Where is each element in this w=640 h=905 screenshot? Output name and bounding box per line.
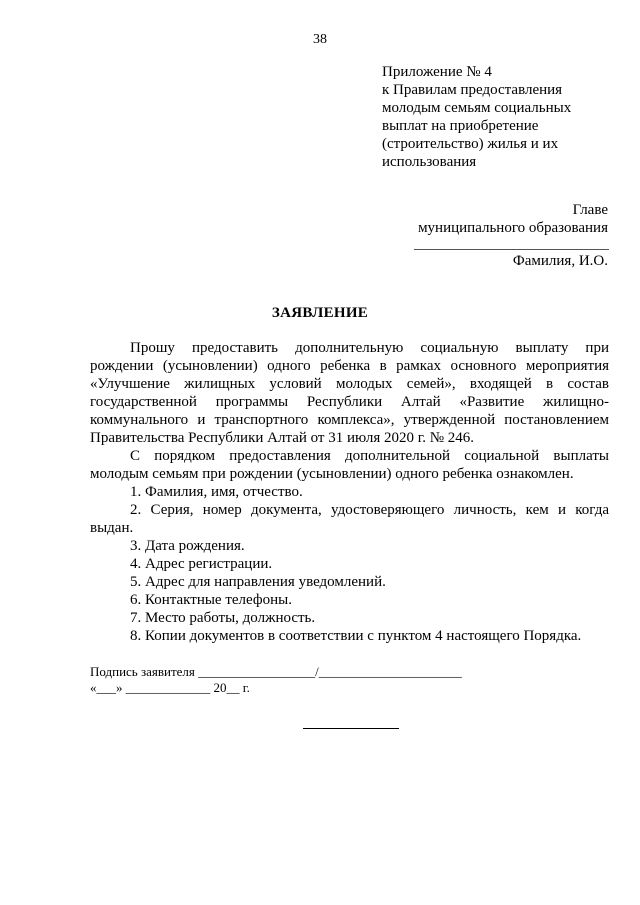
body-paragraph-1: Прошу предоставить дополнительную социальную выплату при рождении (усыновлении) одного ребенка в рамках основного мероприятия «Улучшение жилищных условий молодых семей», входящей в состав государственной программы Республики Алтай «Развитие жилищно-коммунального и транспортного комплекса», утвержденной постановлением Правительства Республики Алтай от 31 июля 2020 г. № 246. [90,340,609,446]
signature-footer [90,664,462,696]
addressee-name: Фамилия, И.О. [512,253,608,269]
list-item: 4. Адрес регистрации. [130,556,273,572]
list-item: 2. Серия, номер документа, удостоверяющего личность, кем и когда выдан. [90,502,609,536]
applicant-signature-line: Подпись заявителя __________________/______________________ [90,664,462,679]
page-number: 38 [313,32,327,47]
addressee-line-2: муниципального образования [418,220,608,236]
document-body [90,339,609,645]
list-item: 6. Контактные телефоны. [130,592,292,608]
list-item: 8. Копии документов в соответствии с пунктом 4 настоящего Порядка. [130,628,582,644]
list-item: 5. Адрес для направления уведомлений. [130,574,386,590]
date-line: «___» _____________ 20__ г. [90,680,250,695]
appendix-line: к Правилам предоставления [382,82,563,98]
appendix-line: использования [382,154,477,170]
list-item: 3. Дата рождения. [130,538,245,554]
document-title: ЗАЯВЛЕНИЕ [271,305,369,321]
addressee-underline [414,249,609,250]
addressee-block [418,201,608,237]
appendix-line: (строительство) жилья и их [382,136,559,152]
appendix-line: выплат на приобретение [382,118,539,134]
end-divider [303,728,399,729]
appendix-line: молодым семьям социальных [382,100,572,116]
list-item: 7. Место работы, должность. [130,610,316,626]
addressee-line-1: Главе [572,202,608,218]
list-item: 1. Фамилия, имя, отчество. [130,484,303,500]
appendix-line: Приложение № 4 [382,64,492,80]
body-paragraph-2: С порядком предоставления дополнительной социальной выплаты молодым семьям при рождении (усыновлении) одного ребенка ознакомлен. [90,448,609,482]
appendix-header [382,63,622,171]
